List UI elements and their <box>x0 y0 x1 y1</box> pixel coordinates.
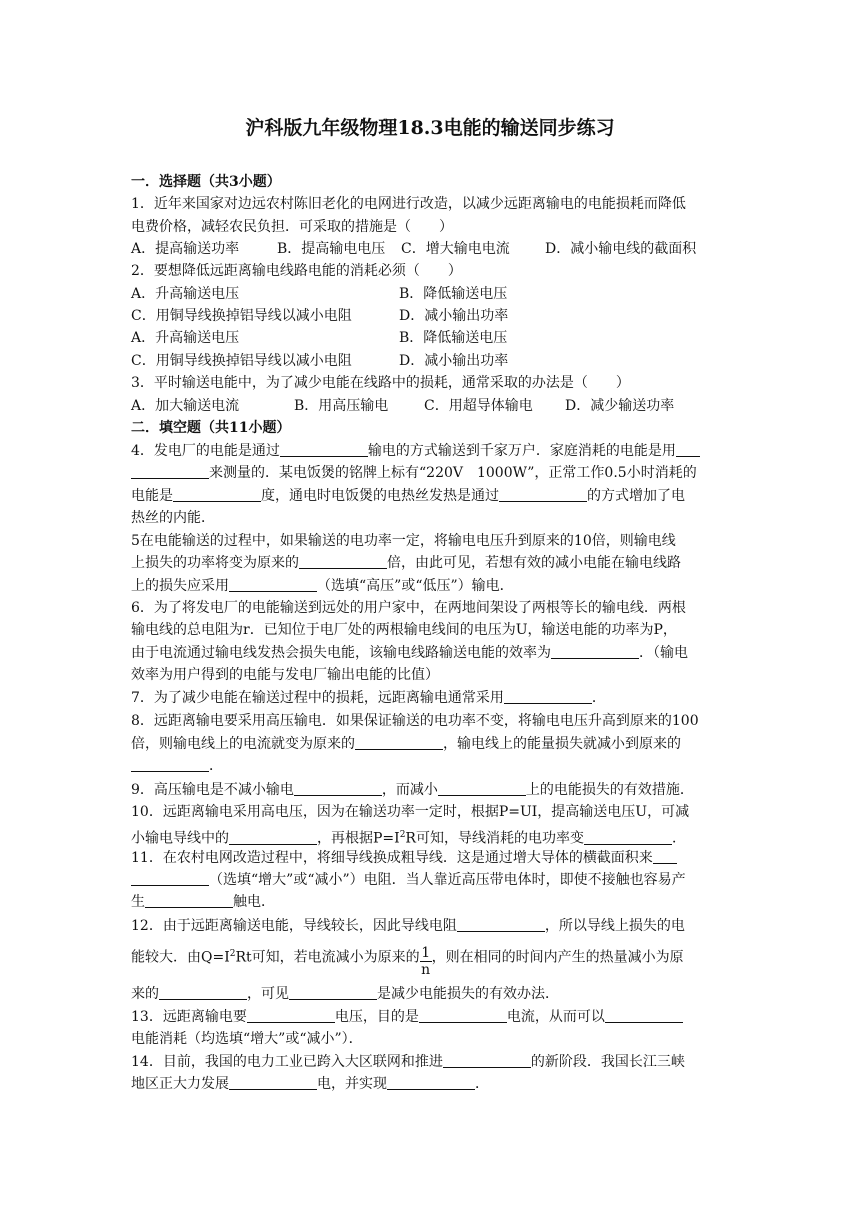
q2-stem: 2．要想降低远距离输电线路电能的消耗必须（ ） <box>131 263 462 279</box>
q14-text: 地区正大力发展 <box>131 1076 229 1092</box>
q2-options-row1-repeat <box>131 328 731 348</box>
q11-blank-2[interactable] <box>145 892 233 908</box>
q2-options-row2 <box>131 306 731 326</box>
q13-blank-3[interactable] <box>605 1007 683 1023</box>
q13-line2: 电能消耗（均选填“增大”或“减小”）． <box>131 1031 363 1047</box>
q10-text: 小输电导线中的 <box>131 830 229 847</box>
q4-blank-3[interactable] <box>173 486 261 502</box>
q11-text: 生 <box>131 894 145 910</box>
q11-line3 <box>131 892 731 912</box>
q14-text: 14．目前，我国的电力工业已跨入大区联网和推进 <box>131 1054 443 1070</box>
q14-text: 的新阶段．我国长江三峡 <box>530 1054 685 1070</box>
q14-blank-1[interactable] <box>443 1052 531 1068</box>
q12-text: ，可见 <box>247 986 289 1002</box>
fraction-denominator: n <box>421 961 431 978</box>
q4-text: 度，通电时电饭煲的电热丝发热是通过 <box>261 488 499 504</box>
q9-text: ，而减小 <box>381 782 438 798</box>
q9-text: 9．高压输电是不减小输电 <box>131 782 294 798</box>
q11-line1 <box>131 848 731 868</box>
q3-option-a[interactable]: A．加大输送电流 <box>131 398 240 414</box>
q5-text: 上的损失应采用 <box>131 578 229 594</box>
q3-option-b[interactable]: B．用高压输电 <box>294 398 389 414</box>
q5-text: （选填“高压”或“低压”）输电． <box>317 578 514 594</box>
q7-line1 <box>131 688 731 708</box>
q1-stem-line1: 1．近年来国家对边远农村陈旧老化的电网进行改造，以减少远距离输电的电能损耗而降低 <box>131 196 686 212</box>
q1-options <box>131 239 731 259</box>
q2-options-row1 <box>131 284 731 304</box>
q4-blank-1[interactable] <box>280 441 368 457</box>
q12-line3 <box>131 984 731 1004</box>
q5-blank-1[interactable] <box>299 553 387 569</box>
q3-option-d[interactable]: D．减少输送功率 <box>565 398 675 414</box>
q5-text: 上损失的功率将变为原来的 <box>131 555 299 571</box>
q2-option-d[interactable]: D．减小输出功率 <box>399 308 509 324</box>
q9-line1 <box>131 780 731 800</box>
q10-line2 <box>131 825 731 849</box>
q8-text: ，输电线上的能量损失就减小到原来的 <box>443 736 681 752</box>
q10-text: ． <box>671 830 686 847</box>
section-fill-heading: 二．填空题（共11小题） <box>131 420 291 436</box>
q8-text: ． <box>209 758 223 774</box>
q8-line1: 8．远距离输电要采用高压输电．如果保证输送的电功率不变，将输电电压升高到原来的100 <box>131 713 699 729</box>
q8-text: 倍，则输电线上的电流就变为原来的 <box>131 736 355 752</box>
q12-text: ，所以导线上损失的电 <box>544 918 685 934</box>
q8-line3 <box>131 756 731 776</box>
q6-text: 由于电流通过输电线发热会损失电能，该输电线路输送电能的效率为 <box>131 645 551 661</box>
q12-text: 来的 <box>131 986 159 1002</box>
q6-blank-1[interactable] <box>551 643 639 659</box>
q10-line1: 10．远距离输电采用高电压，因为在输送功率一定时，根据P=UI，提高输送电压U，可减 <box>131 804 690 820</box>
q12-blank-3[interactable] <box>289 984 377 1000</box>
q13-blank-1[interactable] <box>247 1007 335 1023</box>
q12-text: Rt可知，若电流减小为原来的 <box>235 949 420 966</box>
q7-blank-1[interactable] <box>504 688 592 704</box>
q12-blank-1[interactable] <box>457 916 545 932</box>
q14-blank-2[interactable] <box>229 1074 317 1090</box>
section-choice-heading: 一．选择题（共3小题） <box>131 174 281 190</box>
q3-option-c[interactable]: C．用超导体输电 <box>424 398 533 414</box>
q2-option-c[interactable]: C．用铜导线换掉铝导线以减小电阻 <box>131 308 352 324</box>
q14-text: 电，并实现 <box>317 1076 387 1092</box>
q8-blank-2[interactable] <box>131 756 209 772</box>
q7-text: ． <box>591 690 606 706</box>
q5-line1: 5在电能输送的过程中，如果输送的电功率一定，将输电电压升到原来的10倍，则输电线 <box>131 533 676 549</box>
q2-options-row2-repeat <box>131 351 731 371</box>
q10-text: R可知，导线消耗的电功率变 <box>405 830 584 847</box>
q3-stem: 3．平时输送电能中，为了减少电能在线路中的损耗，通常采取的办法是（ ） <box>131 375 630 391</box>
q6-line1: 6．为了将发电厂的电能输送到远处的用户家中，在两地间架设了两根等长的输电线．两根 <box>131 600 686 616</box>
q11-blank-1[interactable] <box>131 870 209 886</box>
q12-text: 是减少电能损失的有效办法． <box>377 986 559 1002</box>
q1-option-d[interactable]: D．减小输电线的截面积 <box>545 241 697 257</box>
q5-text: 倍，由此可见，若想有效的减小电能在输电线路 <box>387 555 681 571</box>
q9-text: 上的电能损失的有效措施． <box>525 782 694 798</box>
q2-option-b-repeat[interactable]: B．降低输送电压 <box>399 330 508 346</box>
q11-text: 11．在农村电网改造过程中，将细导线换成粗导线．这是通过增大导体的横截面积来 <box>131 850 653 866</box>
q2-option-c-repeat[interactable]: C．用铜导线换掉铝导线以减小电阻 <box>131 353 352 369</box>
fraction-numerator: 1 <box>421 944 431 961</box>
q14-line2 <box>131 1074 731 1094</box>
q6-text: ．（输电 <box>639 645 688 661</box>
q1-option-b[interactable]: B．提高输电电压 <box>277 241 386 257</box>
q2-option-d-repeat[interactable]: D．减小输出功率 <box>399 353 509 369</box>
q10-blank-2[interactable] <box>584 829 672 845</box>
q9-blank-1[interactable] <box>294 780 382 796</box>
q11-blank-1-start[interactable] <box>653 848 677 864</box>
q4-line1 <box>131 441 731 461</box>
q4-text: 输电的方式输送到千家万户．家庭消耗的电能是用 <box>367 443 676 459</box>
q9-blank-2[interactable] <box>438 780 526 796</box>
q6-line2: 输电线的总电阻为r．已知位于电厂处的两根输电线间的电压为U，输送电能的功率为P， <box>131 622 677 638</box>
q2-option-a[interactable]: A．升高输送电压 <box>131 286 240 302</box>
q12-blank-2[interactable] <box>159 984 247 1000</box>
q1-option-c[interactable]: C．增大输电电流 <box>401 241 510 257</box>
q5-line2 <box>131 553 731 573</box>
q1-option-a[interactable]: A．提高输送功率 <box>131 241 240 257</box>
q4-line4: 热丝的内能． <box>131 510 215 526</box>
q4-blank-2-start[interactable] <box>676 441 700 457</box>
q4-line3 <box>131 486 731 506</box>
q13-text: 13．远距离输电要 <box>131 1009 247 1025</box>
q12-superscript: 2 <box>229 949 236 959</box>
q4-text: 电能是 <box>131 488 173 504</box>
q4-blank-2[interactable] <box>131 463 209 479</box>
q13-text: 电流，从而可以 <box>506 1009 605 1025</box>
q11-text: 触电． <box>233 894 275 910</box>
q4-blank-4[interactable] <box>499 486 587 502</box>
q12-fraction <box>420 945 432 978</box>
q6-line3 <box>131 643 731 663</box>
q10-superscript: 2 <box>399 830 406 840</box>
q4-text: 4．发电厂的电能是通过 <box>131 443 280 459</box>
q10-blank-1[interactable] <box>229 829 317 845</box>
q14-blank-3[interactable] <box>387 1074 475 1090</box>
q10-text: ，再根据P=I <box>317 830 400 847</box>
q14-line1 <box>131 1052 731 1072</box>
q14-text: ． <box>475 1076 489 1092</box>
q6-line4: 效率为用户得到的电能与发电厂输出电能的比值） <box>131 667 439 683</box>
q2-option-a-repeat[interactable]: A．升高输送电压 <box>131 330 240 346</box>
q3-options <box>131 396 731 416</box>
q11-text: （选填“增大”或“减小”）电阻．当人靠近高压带电体时，即使不接触也容易产 <box>209 872 686 888</box>
q12-text: ，则在相同的时间内产生的热量减小为原 <box>431 949 684 966</box>
page-title: 沪科版九年级物理18.3电能的输送同步练习 <box>245 117 615 139</box>
q1-stem-line2: 电费价格，减轻农民负担．可采取的措施是（ ） <box>131 219 453 235</box>
q13-line1 <box>131 1007 731 1027</box>
q12-text: 能较大．由Q=I <box>131 949 230 966</box>
q4-line2 <box>131 463 731 483</box>
q5-blank-2[interactable] <box>229 576 317 592</box>
q13-text: 电压，目的是 <box>334 1009 419 1025</box>
q5-line3 <box>131 576 731 596</box>
q7-text: 7．为了减少电能在输送过程中的损耗，远距离输电通常采用 <box>131 690 504 706</box>
q13-blank-2[interactable] <box>419 1007 507 1023</box>
q12-text: 12．由于远距离输送电能，导线较长，因此导线电阻 <box>131 918 457 934</box>
q4-text: 来测量的．某电饭煲的铭牌上标有“220V 1000W”，正常工作0.5小时消耗的 <box>209 465 697 481</box>
q2-option-b[interactable]: B．降低输送电压 <box>399 286 508 302</box>
q4-text: 的方式增加了电 <box>587 488 685 504</box>
q8-blank-1[interactable] <box>355 734 443 750</box>
q8-line2 <box>131 734 731 754</box>
q12-line2 <box>131 944 731 978</box>
q11-line2 <box>131 870 731 890</box>
q12-line1 <box>131 916 731 936</box>
